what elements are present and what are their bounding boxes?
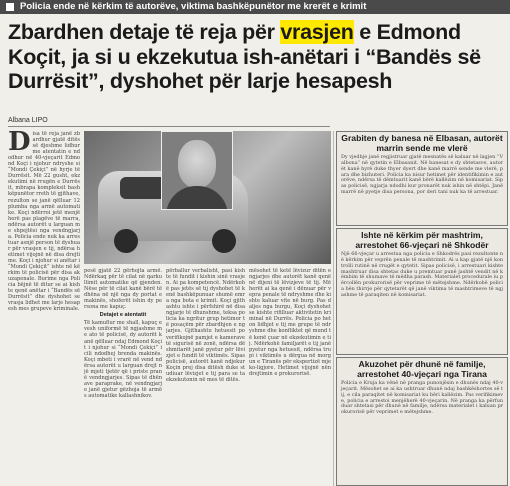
article-column-2	[84, 268, 162, 484]
news-box-2	[336, 228, 508, 355]
kicker-square-icon	[6, 3, 14, 11]
victim-portrait	[161, 131, 233, 210]
column-divider	[333, 131, 334, 486]
kicker-bar	[0, 0, 510, 14]
portrait-shoulders	[166, 186, 228, 210]
byline: Albana LIPO	[8, 117, 48, 124]
news-box-1-text: Dy vjedhje janë regjistruar gjatë mesnatës së kaluar në lagjen “Valbona” në qytetin e Elbasanit. Në banesat e dy shtetasve, autorët kanë hyrë duke thyer dyert dhe kanë marrë sende me vlerë, para dhe bizhuteri. Policia ka nisur hetimet për identifikimin e autorëve, ndërsa të dëmtuarit kanë bërë kallëzim në komisariat. Sipas policisë, ngjarja ndodhi kur pronarët nuk ishin në shtëpi. Janë marrë në pyetje disa persona, por deri tani nuk ka të arrestuar.	[341, 154, 503, 195]
news-box-2-title: Ishte në kërkim për mashtrim, arrestohet 66-vjeçari në Shkodër	[355, 230, 489, 250]
dropcap: D	[8, 131, 31, 157]
column-4-text: mësohet të ketë lëvizur ditën e ngjarjes dhe autorët kanë qenë në dijeni të lëvizjeve të tij. Më herët ai ka qenë i dënuar për vepra penale të ndryshme dhe kishte kaluar vite në burg. Pas daljes nga burgu, Koçi dyshohet se kishte rifilluar aktivitetin kriminal në Durrës. Policia po heton lidhjet e tij me grupe të ndryshme dhe konfliktet që mund të kenë çuar në ekzekutimin e tij. Ndërkohë familjarët e tij janë pyetur nga hetuesit, ndërsa trupi i viktimës u dërgua në morgun e Tiranës për ekspertizë mjeko-ligjore. Hetimet vijojnë nën drejtimin e prokurorisë.	[249, 268, 331, 377]
headline-highlight: vrasjen	[280, 20, 354, 44]
article-column-3	[166, 268, 245, 484]
headline-part-2: e Edmond Koçit, ja si u ekzekutua ish-anëtari i “Bandës së Durrësit”, dyshohet për larje hesapesh	[8, 20, 481, 93]
headline	[8, 20, 508, 94]
headline-part-1: Zbardhen detaje të reja për	[8, 20, 281, 44]
news-box-3-text: Policia e Kruja ka vënë në pranga punonjësin e dhunës ndaj 40-vjeçarit. Mësohet se ai ka ushtruar dhunë ndaj bashkëshortes së tij, e cila paraqitet në komisariat ku bëri kallëzim. Pas verifikimeve, policia e arrestoi menjëherë 40-vjeçarin. Në pranga ka përfunduar shtetasi për dhunë në familje, ndërsa materialet i kaluan prokurorisë për veprimet e mëtejshme.	[341, 380, 503, 416]
column-3-text: përballur verbalisht, pasi kishte të fundit i kishin sinë vrasjen. Ai pa kompetencë. Ndërkohë pas jetës së tij dyshohet të kenë bashkëpunuar shumë emra nga bota e krimit. Koçi gjithashtu ishte i përfshirë në disa ngjarje të dhunshme, teksa policia ka ngritur grup hetimor të posaçëm për zbardhjen e ngjarjes. Gjithashtu hetuesit po verifikojnë pamjet e kamerave të sigurisë në zonë, ndërsa dëshmitarët janë pyetur për lëvizjet e fundit të viktimës. Sipas policisë, autorët kanë ndjekur Koçin prej disa ditësh duke studiuar lëvizjet e tij para se ta ekzekutonin në mes të ditës.	[166, 268, 245, 383]
car-wheel-rear	[212, 229, 236, 253]
column-1-text: isa të reja janë zbardhur gjatë ditës së djeshme lidhur me atentatin e ndodhur në 40-vjeçarit Edmond Koçi i njohur ndryshe si “Mondi Çekiçi” në hyrje të Durrësit. Më 22 gusht, ekzekutimi në rrugën e Durrësit, mbrapa kompleksit bashkëpunëtor rreth të gjithave, rezulton se janë qëlluar 12 plumba nga armë automatike. Koçi ndërroi jetë menjëherë pas plagëve të marra, ndërsa autorët u larguan me shpejtësi nga vendngjarja. Policia ende nuk ka arrestuar asnjë person të dyshuar për vrasjen e tij, ndërsa hetimet vijojnë në disa drejtime. Koçi i njohur si anëtar i “Mondi Çekiçit” ishte në kërkim të policisë për disa akuzapenale. Burime nga Policia bëjnë të ditur se ai kishte qenë anëtar i “Bandës së Durrësit” dhe dyshohet se vrasja lidhet me larje hesapesh mes grupeve kriminale.	[8, 131, 80, 313]
article-column-4	[249, 268, 331, 484]
column-2-text: pesë gjatë 22 gërhojta armë. Ndërkaq për të cilat në qarkullimit automatike që gjenden. Nëse për të cilat kanë bërë të dhëna në një nga dy portat e makinës, shoferët ishin dy persona me kapuç.	[84, 268, 162, 311]
news-box-3	[336, 357, 508, 486]
news-box-1	[336, 131, 508, 226]
article-column-1	[8, 131, 80, 484]
byline-rule	[8, 126, 330, 127]
column-2-text-2: Të kamuflur me shall, kapuç e vesh uniformë të ngjashme me ato të policisë, dy autorët kanë qëlluar ndaj Edmond Koçit i njohur si “Mondi Çekiçi” i cili ndodhej brenda makinës. Koçi mbeti i vrarë në vend ndërsa autorët u larguan drejt një mjeti tjetër që i priste pranë vendngjarjes. Sipas të dhënave paraprake, në vendngjarje janë gjetur gëzhoja të armës automatike kallashnikov.	[84, 320, 162, 399]
news-box-3-title: Akuzohet për dhunë në familje, arrestohet 40-vjeçari nga Tirana	[357, 359, 487, 379]
news-box-2-text: Një 66-vjeçar u arrestua nga policia e Shkodrës pasi rezultonte në kërkim për veprën penale të mashtrimit. Ai u kap gjatë një kontrolli rutinë në rrugët e qytetit. Sipas policisë, i arrestuari kishte mashtruar disa shtetas duke u premtuar punë jashtë vendit në këmbim të shumave të mëdha parash. Materialet procedurale iu përcollën prokurorisë për veprime të mëtejshme. Ndërkohë policia bën thirrje për qytetarët që janë viktima të mashtrimeve të ngjashme të paraqiten në komisariat.	[341, 251, 503, 298]
column-2-subheading: Detajet e atentatit	[99, 312, 147, 319]
news-box-1-title: Grabiten dy banesa në Elbasan, autorët marrin sende me vlerë	[341, 133, 503, 153]
portrait-face	[178, 140, 216, 188]
kicker-text: Policia ende në kërkim të autorëve, viktima bashkëpunëtor me krerët e krimit	[20, 1, 367, 12]
car-wheel-front	[114, 229, 138, 253]
